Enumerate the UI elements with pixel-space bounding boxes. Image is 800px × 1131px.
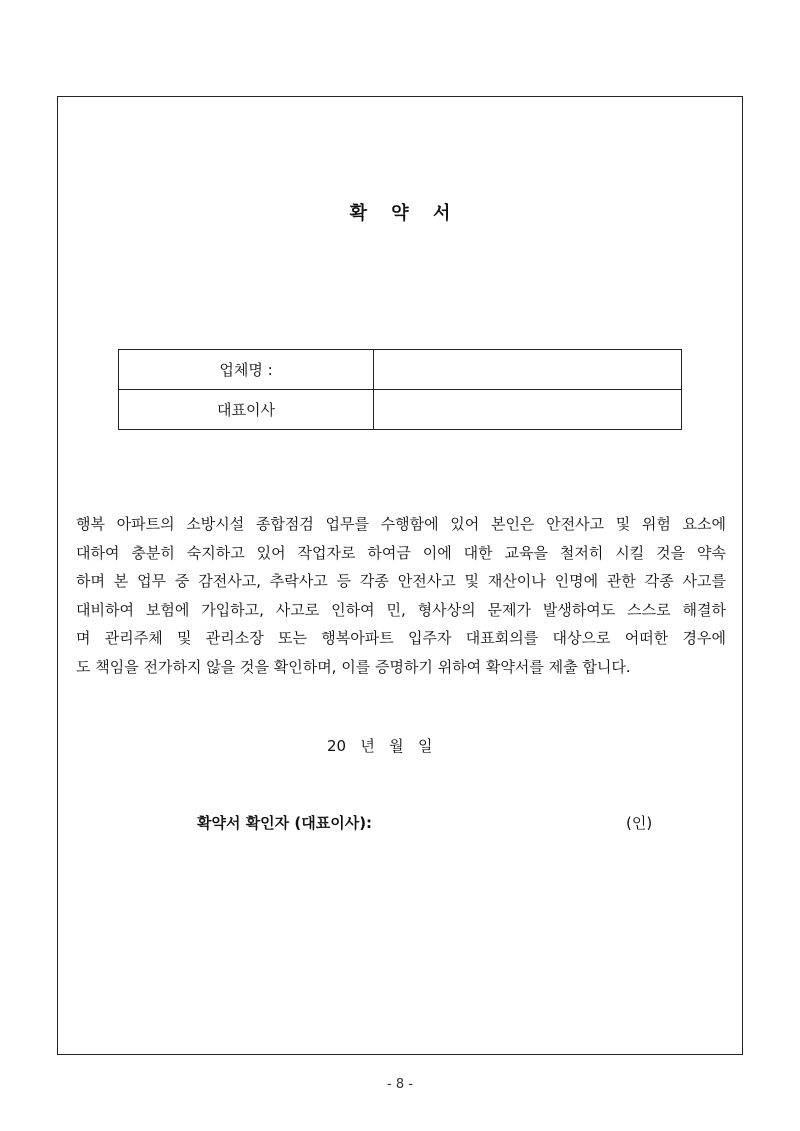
ceo-row [119, 390, 682, 430]
company-name-row [119, 350, 682, 390]
pledge-line: 대하여 충분히 숙지하고 있어 작업자로 하여금 이에 대한 교육을 철저히 시킬 것을 약속 [76, 543, 726, 562]
ceo-label: 대표이사 [119, 390, 374, 430]
company-name-label: 업체명 : [119, 350, 374, 390]
page-number: - 8 - [387, 1077, 413, 1092]
seal-mark: (인) [626, 814, 653, 832]
pledge-line: 대비하여 보험에 가입하고, 사고로 인하여 민, 형사상의 문제가 발생하여도 스스로 해결하 [76, 600, 726, 619]
pledge-line: 행복 아파트의 소방시설 종합점검 업무를 수행함에 있어 본인은 안전사고 및 위험 요소에 [76, 515, 726, 533]
document-title: 확 약 서 [349, 203, 460, 224]
pledge-body-text [76, 510, 726, 681]
pledge-line: 며 관리주체 및 관리소장 또는 행복아파트 입주자 대표회의를 대상으로 어떠한 경우에 [76, 629, 726, 647]
pledge-line: 도 책임을 전가하지 않을 것을 확인하며, 이를 증명하기 위하여 확약서를 제출 합니다. [76, 657, 631, 676]
pledge-line: 하며 본 업무 중 감전사고, 추락사고 등 각종 안전사고 및 재산이나 인명에 관한 각종 사고를 [76, 572, 726, 590]
date-line: 20 년 월 일 [327, 737, 433, 755]
signer-label: 확약서 확인자 (대표이사): [197, 814, 373, 832]
ceo-value[interactable] [374, 390, 682, 430]
company-name-value[interactable] [374, 350, 682, 390]
company-info-table [118, 349, 682, 430]
